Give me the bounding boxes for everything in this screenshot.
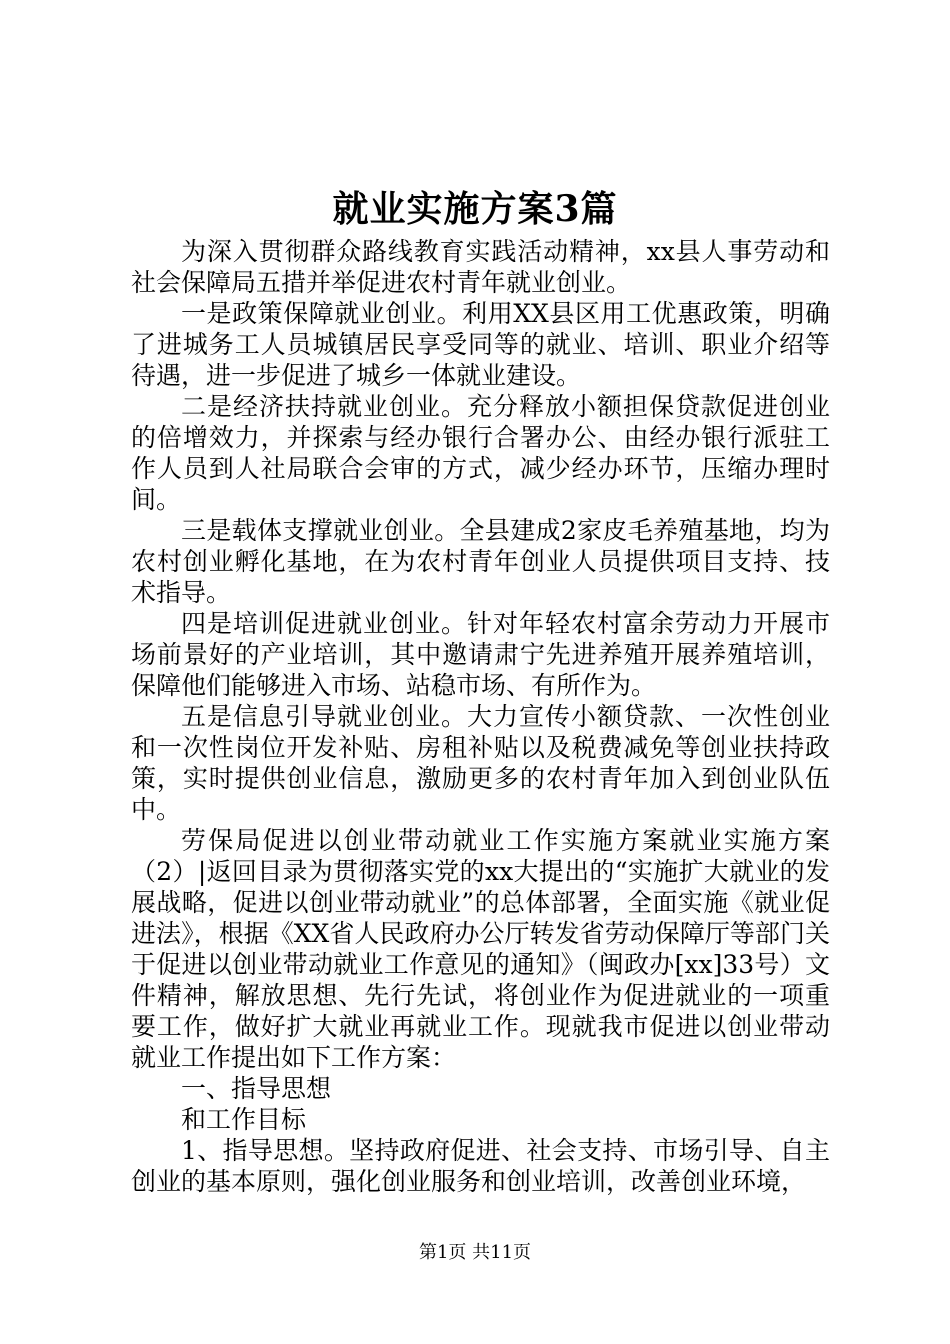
paragraph: 五是信息引导就业创业。大力宣传小额贷款、一次性创业和一次性岗位开发补贴、房租补贴以及税费减免等创业扶持政策，实时提供创业信息，激励更多的农村青年加入到创业队伍中。 bbox=[131, 702, 830, 824]
paragraph: 为深入贯彻群众路线教育实践活动精神，xx县人事劳动和社会保障局五措并举促进农村青年就业创业。 bbox=[131, 237, 830, 297]
paragraph: 1、指导思想。坚持政府促进、社会支持、市场引导、自主创业的基本原则，强化创业服务和创业培训，改善创业环境， bbox=[131, 1136, 830, 1196]
paragraph: 劳保局促进以创业带动就业工作实施方案就业实施方案（2）|返回目录为贯彻落实党的xx大提出的“实施扩大就业的发展战略，促进以创业带动就业”的总体部署，全面实施《就业促进法》，根据《XX省人民政府办公厅转发省劳动保障厅等部门关于促进以创业带动就业工作意见的通知》（闽政办[xx]33号）文件精神，解放思想、先行先试，将创业作为促进就业的一项重要工作，做好扩大就业再就业工作。现就我市促进以创业带动就业工作提出如下工作方案： bbox=[131, 826, 830, 1072]
paragraph: 三是载体支撑就业创业。全县建成2家皮毛养殖基地，均为农村创业孵化基地，在为农村青年创业人员提供项目支持、技术指导。 bbox=[131, 516, 830, 607]
paragraph: 一是政策保障就业创业。利用XX县区用工优惠政策，明确了进城务工人员城镇居民享受同等的就业、培训、职业介绍等待遇，进一步促进了城乡一体就业建设。 bbox=[131, 299, 830, 390]
section-heading-continued: 和工作目标 bbox=[181, 1105, 307, 1134]
document-body bbox=[131, 236, 830, 1197]
paragraph: 四是培训促进就业创业。针对年轻农村富余劳动力开展市场前景好的产业培训，其中邀请肃宁先进养殖开展养殖培训，保障他们能够进入市场、站稳市场、有所作为。 bbox=[131, 609, 830, 700]
paragraph: 二是经济扶持就业创业。充分释放小额担保贷款促进创业的倍增效力，并探索与经办银行合署办公、由经办银行派驻工作人员到人社局联合会审的方式，减少经办环节，压缩办理时间。 bbox=[131, 392, 830, 514]
document-title: 就业实施方案3篇 bbox=[332, 188, 618, 230]
section-heading: 一、指导思想 bbox=[181, 1074, 332, 1103]
page-footer: 第1页 共11页 bbox=[418, 1242, 532, 1263]
